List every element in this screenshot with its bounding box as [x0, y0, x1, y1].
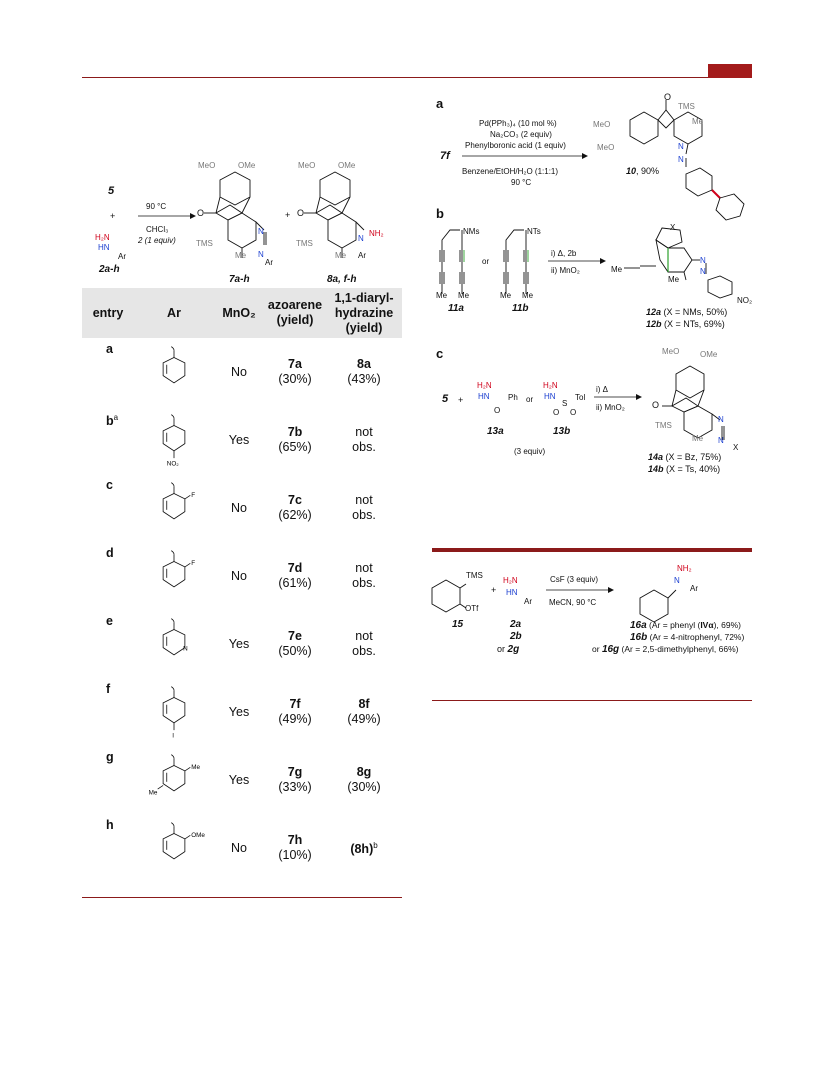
- aryl-ring-icon: [144, 547, 204, 605]
- panel-c-meo: MeO: [662, 347, 680, 356]
- entry-letter: a: [106, 342, 113, 356]
- panel-a-n2: N: [678, 155, 684, 164]
- azoarene-cell: [264, 746, 326, 814]
- panel-c-p1-detail: (X = Bz, 75%): [663, 452, 722, 462]
- cond-reagent: 2 (1 equiv): [138, 236, 176, 245]
- azoarene-compound: 7f: [289, 697, 301, 711]
- panel-d-p1: 16a: [630, 620, 647, 631]
- entry-letter: h: [106, 818, 114, 832]
- panel-b-x: X: [670, 223, 676, 232]
- table-row: [82, 678, 402, 746]
- p7-me: Me: [235, 251, 247, 260]
- p7-carbonyl-o: O: [197, 208, 205, 218]
- panel-c-x: X: [733, 443, 739, 452]
- p8-n: N: [358, 234, 364, 243]
- ar-structure-cell: [134, 474, 214, 542]
- p7-n1: N: [258, 227, 264, 236]
- hydrazine-compound: not: [355, 493, 373, 507]
- col-mno2: MnO₂: [214, 288, 264, 338]
- page-tab: [708, 64, 752, 78]
- mno2-cell: Yes: [228, 704, 250, 719]
- entry-cell: [82, 814, 134, 882]
- panel-d-p3-or: or: [592, 644, 600, 654]
- panel-c-hn-b: HN: [544, 392, 556, 401]
- ar-structure-cell: [134, 338, 214, 406]
- panel-d-nh2: NH₂: [677, 564, 692, 573]
- p7-n2: N: [258, 250, 264, 259]
- azoarene-cell: [264, 474, 326, 542]
- table-row: [82, 406, 402, 474]
- cond-temp: 90 °C: [146, 202, 167, 211]
- panel-b-me3: Me: [500, 291, 512, 300]
- col-azoarene: azoarene (yield): [264, 288, 326, 338]
- panel-c-reactant: 5: [442, 393, 449, 405]
- panel-d-p3: 16g: [601, 644, 620, 655]
- hydrazine-footnote: b: [373, 841, 378, 851]
- panel-c-tol: Tol: [575, 393, 586, 402]
- azoarene-yield: (33%): [278, 780, 312, 794]
- panel-d-r2a: 2a: [510, 619, 522, 630]
- substituent-label: Me: [191, 764, 201, 772]
- panel-d-p2-detail: (Ar = 4-nitrophenyl, 72%): [647, 632, 745, 642]
- reaction-arrow: [138, 212, 198, 222]
- hydrazine-yield: (30%): [347, 780, 381, 794]
- hydrazine-compound: 8f: [358, 697, 370, 711]
- panel-d-h2n: H₂N: [503, 576, 518, 585]
- entry-letter: c: [106, 478, 113, 492]
- substituent-label-2: Me: [148, 789, 158, 797]
- panel-c-tms: TMS: [655, 421, 672, 430]
- panel-a-product-label: 10: [626, 166, 637, 176]
- panel-b-nms: NMs: [463, 227, 480, 236]
- p8-nh2: NH₂: [369, 229, 384, 238]
- hydrazine-yield: obs.: [352, 440, 376, 454]
- panel-c-p1: 14a: [648, 452, 664, 462]
- panel-c-cond1: i) Δ: [596, 385, 609, 394]
- table-row: [82, 338, 402, 406]
- table-row: [82, 610, 402, 678]
- panel-b-p1-detail: (X = NMs, 50%): [661, 307, 728, 317]
- panel-a-tms: TMS: [678, 102, 695, 111]
- panel-b-n2: N: [700, 267, 706, 276]
- panel-c-h2n-b: H₂N: [543, 381, 558, 390]
- panel-a-arrow: [462, 152, 592, 162]
- azoarene-yield: (61%): [278, 576, 312, 590]
- mno2-cell: No: [231, 500, 247, 515]
- mno2-cell: Yes: [228, 772, 250, 787]
- p8-ar: Ar: [358, 251, 366, 260]
- panel-d-r2g: 2g: [507, 644, 520, 655]
- panel-b-no2: NO₂: [737, 296, 753, 305]
- panel-c-hn-a: HN: [478, 392, 490, 401]
- panel-c-n2: N: [718, 436, 724, 445]
- panel-d-p3-detail: (Ar = 2,5-dimethylphenyl, 66%): [619, 644, 739, 654]
- footer-rule: [82, 897, 402, 898]
- h2n-text: H₂N: [95, 233, 110, 242]
- header-rule: [82, 77, 752, 78]
- panel-d-r1: 15: [452, 619, 464, 630]
- plus-sign: +: [110, 211, 116, 221]
- panel-a-reactant: 7f: [440, 150, 450, 162]
- panel-a-meo2: MeO: [597, 143, 615, 152]
- panel-c-ph: Ph: [508, 393, 518, 402]
- mno2-cell: No: [231, 568, 247, 583]
- panel-a-cond5: 90 °C: [511, 178, 532, 187]
- col-entry: entry: [82, 288, 134, 338]
- substituent-label: NO₂: [166, 460, 179, 468]
- entry-cell: [82, 610, 134, 678]
- panel-a-meo1: MeO: [593, 120, 611, 129]
- azoarene-compound: 7b: [287, 425, 303, 439]
- panel-d-p1-iv: IVα: [700, 620, 714, 630]
- entry-cell: [82, 338, 134, 406]
- hydrazine-cell: [326, 814, 402, 882]
- reagent-label: 2a-h: [99, 264, 120, 275]
- panel-d-hn: HN: [506, 588, 518, 597]
- aryl-ring-icon: [144, 751, 204, 809]
- panel-d-otf: OTf: [465, 604, 479, 613]
- panel-b-p2: 12b: [646, 319, 662, 329]
- col-ar: Ar: [134, 288, 214, 338]
- panel-b-me2: Me: [458, 291, 470, 300]
- hydrazine-cell: [326, 406, 402, 474]
- panel-b-me-ring: Me: [668, 275, 680, 284]
- panel-c-or: or: [526, 395, 534, 404]
- azoarene-yield: (49%): [278, 712, 312, 726]
- table-row: [82, 474, 402, 542]
- azoarene-cell: [264, 814, 326, 882]
- hydrazine-compound: not: [355, 425, 373, 439]
- hydrazine-cell: [326, 610, 402, 678]
- ar-text: Ar: [118, 252, 126, 261]
- panel-d-arrow: [546, 586, 616, 596]
- panel-d-ar: Ar: [524, 597, 532, 606]
- hydrazine-yield: (43%): [347, 372, 381, 386]
- hydrazine-cell: [326, 746, 402, 814]
- section-rule-bottom: [432, 700, 752, 701]
- panel-c-plus: +: [458, 395, 464, 405]
- panel-b-product-structure: [612, 218, 752, 308]
- azoarene-yield: (62%): [278, 508, 312, 522]
- table-row: [82, 814, 402, 882]
- panel-d-r2b: 2b: [510, 631, 522, 642]
- panel-c-o-a: O: [494, 406, 501, 415]
- entry-letter: f: [106, 682, 111, 696]
- mno2-cell: Yes: [228, 636, 250, 651]
- hydrazine-cell: [326, 338, 402, 406]
- panel-d-n: N: [674, 576, 680, 585]
- aryl-ring-icon: [144, 343, 204, 401]
- panel-c-p2: 14b: [648, 464, 664, 474]
- panel-b-label: b: [436, 206, 444, 221]
- panel-b-p2-detail: (X = NTs, 69%): [661, 319, 725, 329]
- aryl-ring-icon: [144, 683, 204, 741]
- azoarene-yield: (65%): [278, 440, 312, 454]
- azoarene-cell: [264, 542, 326, 610]
- ar-structure-cell: [134, 406, 214, 474]
- table-row: [82, 746, 402, 814]
- panel-c-n1: N: [718, 415, 724, 424]
- azoarene-compound: 7a: [288, 357, 302, 371]
- panel-a-label: a: [436, 96, 444, 111]
- entry-letter: d: [106, 546, 114, 560]
- product-7-label: 7a-h: [229, 274, 250, 285]
- panel-b-r1: 11a: [448, 303, 464, 314]
- substituent-label: OMe: [191, 832, 205, 840]
- panel-a-yield: , 90%: [636, 166, 660, 176]
- panel-d-p1-detail: (Ar = phenyl (: [646, 620, 701, 630]
- panel-c-h2n-a: H₂N: [477, 381, 492, 390]
- plus-sign-2: +: [285, 210, 291, 220]
- p8-tms: TMS: [296, 239, 313, 248]
- p7-meo: MeO: [198, 161, 216, 170]
- p8-ome: OMe: [338, 161, 356, 170]
- reactant-label: 5: [108, 185, 115, 197]
- panel-d-tms: TMS: [466, 571, 483, 580]
- substituent-label: F: [191, 560, 196, 568]
- panel-c-s: S: [562, 399, 568, 408]
- azoarene-compound: 7c: [288, 493, 302, 507]
- panel-a-cond3: Phenylboronic acid (1 equiv): [465, 141, 566, 150]
- col-hydrazine: 1,1-diaryl-hydrazine (yield): [326, 288, 402, 338]
- panel-d-ar2: Ar: [690, 584, 698, 593]
- hydrazine-yield: obs.: [352, 644, 376, 658]
- panel-c-equiv: (3 equiv): [514, 447, 546, 456]
- hn-text: HN: [98, 243, 110, 252]
- p8-carbonyl-o: O: [297, 208, 305, 218]
- panel-c-label: c: [436, 346, 444, 361]
- azoarene-compound: 7e: [288, 629, 302, 643]
- panel-a-n1: N: [678, 142, 684, 151]
- section-rule-top: [432, 548, 752, 552]
- panel-c-carbonyl-o: O: [652, 400, 660, 410]
- panel-b-me4: Me: [522, 291, 534, 300]
- panel-a-me: Me: [692, 117, 704, 126]
- panel-d-cond2: MeCN, 90 °C: [549, 598, 597, 607]
- panel-d-or: or: [497, 644, 506, 654]
- hydrazine-compound: 8a: [357, 357, 371, 371]
- hydrazine-compound: not: [355, 561, 373, 575]
- entry-cell: [82, 678, 134, 746]
- panel-c-me: Me: [692, 434, 704, 443]
- substituent-label: N: [183, 645, 188, 653]
- panel-b-cond2: ii) MnO₂: [551, 266, 580, 275]
- cond-solvent: CHCl₃: [146, 225, 169, 234]
- substituent-label: F: [191, 492, 196, 500]
- panel-b-reactants-structure: [440, 220, 540, 300]
- panel-b-r2: 11b: [512, 303, 529, 314]
- substituent-label: I: [172, 732, 174, 740]
- azoarene-compound: 7g: [287, 765, 303, 779]
- panel-b-cond1: i) Δ, 2b: [551, 249, 577, 258]
- azoarene-cell: [264, 338, 326, 406]
- panel-c-o-b1: O: [553, 408, 560, 417]
- azoarene-cell: [264, 678, 326, 746]
- panel-a-cond2: Na₂CO₃ (2 equiv): [490, 130, 552, 139]
- hydrazine-cell: [326, 542, 402, 610]
- azoarene-cell: [264, 610, 326, 678]
- azoarene-yield: (50%): [278, 644, 312, 658]
- product-8-label: 8a, f-h: [327, 274, 357, 285]
- panel-a-cond1: Pd(PPh₃)₄ (10 mol %): [479, 119, 557, 128]
- entry-letter: g: [106, 750, 114, 764]
- p7-ome: OMe: [238, 161, 256, 170]
- panel-c-r1: 13a: [487, 426, 504, 437]
- p7-ar: Ar: [265, 258, 273, 267]
- entry-cell: [82, 542, 134, 610]
- ar-structure-cell: [134, 814, 214, 882]
- panel-c-p2-detail: (X = Ts, 40%): [663, 464, 721, 474]
- azoarene-compound: 7h: [287, 833, 303, 847]
- panel-b-n1: N: [700, 256, 706, 265]
- mno2-cell: No: [231, 840, 247, 855]
- ar-structure-cell: [134, 542, 214, 610]
- entry-cell: [82, 406, 134, 474]
- panel-b-or: or: [482, 257, 490, 266]
- aryl-ring-icon: [144, 411, 204, 469]
- p8-me: Me: [335, 251, 347, 260]
- ar-structure-cell: [134, 678, 214, 746]
- p8-meo: MeO: [298, 161, 316, 170]
- results-table: [82, 288, 402, 882]
- entry-cell: [82, 746, 134, 814]
- aryl-ring-icon: [144, 479, 204, 537]
- hydrazine-cell: [326, 678, 402, 746]
- panel-d-product-ring: [640, 586, 680, 622]
- mno2-cell: Yes: [228, 432, 250, 447]
- panel-b-me1: Me: [436, 291, 448, 300]
- p7-tms: TMS: [196, 239, 213, 248]
- entry-letter: b: [106, 414, 114, 429]
- panel-a-product-structure: [600, 92, 750, 222]
- panel-b-p1: 12a: [646, 307, 662, 317]
- hydrazine-compound: not: [355, 629, 373, 643]
- panel-c-r2: 13b: [553, 426, 571, 437]
- table-header-row: [82, 288, 402, 338]
- mno2-cell: No: [231, 364, 247, 379]
- azoarene-cell: [264, 406, 326, 474]
- hydrazine-compound: (8h): [350, 842, 374, 857]
- azoarene-compound: 7d: [287, 561, 303, 575]
- ar-structure-cell: [134, 746, 214, 814]
- hydrazine-yield: obs.: [352, 508, 376, 522]
- entry-footnote: a: [113, 413, 119, 422]
- aryl-ring-icon: [144, 819, 204, 877]
- panel-d-plus: +: [491, 585, 497, 595]
- panel-d-cond1: CsF (3 equiv): [550, 575, 599, 584]
- hydrazine-cell: [326, 474, 402, 542]
- hydrazine-yield: obs.: [352, 576, 376, 590]
- panel-c-ome: OMe: [700, 350, 718, 359]
- ar-structure-cell: [134, 610, 214, 678]
- entry-cell: [82, 474, 134, 542]
- panel-b-nts: NTs: [527, 227, 541, 236]
- panel-c-o-b2: O: [570, 408, 577, 417]
- azoarene-yield: (10%): [278, 848, 312, 862]
- entry-letter: e: [106, 614, 113, 628]
- panel-a-carbonyl-o: O: [664, 92, 672, 102]
- panel-d-p1-end: ), 69%): [713, 620, 741, 630]
- panel-b-me-alkyne: Me: [611, 265, 623, 274]
- aryl-ring-icon: [144, 615, 204, 673]
- table-row: [82, 542, 402, 610]
- panel-c-cond2: ii) MnO₂: [596, 403, 625, 412]
- hydrazine-yield: (49%): [347, 712, 381, 726]
- azoarene-yield: (30%): [278, 372, 312, 386]
- hydrazine-compound: 8g: [356, 765, 372, 779]
- panel-a-cond4: Benzene/EtOH/H₂O (1:1:1): [462, 167, 559, 176]
- panel-d-p2: 16b: [630, 632, 648, 643]
